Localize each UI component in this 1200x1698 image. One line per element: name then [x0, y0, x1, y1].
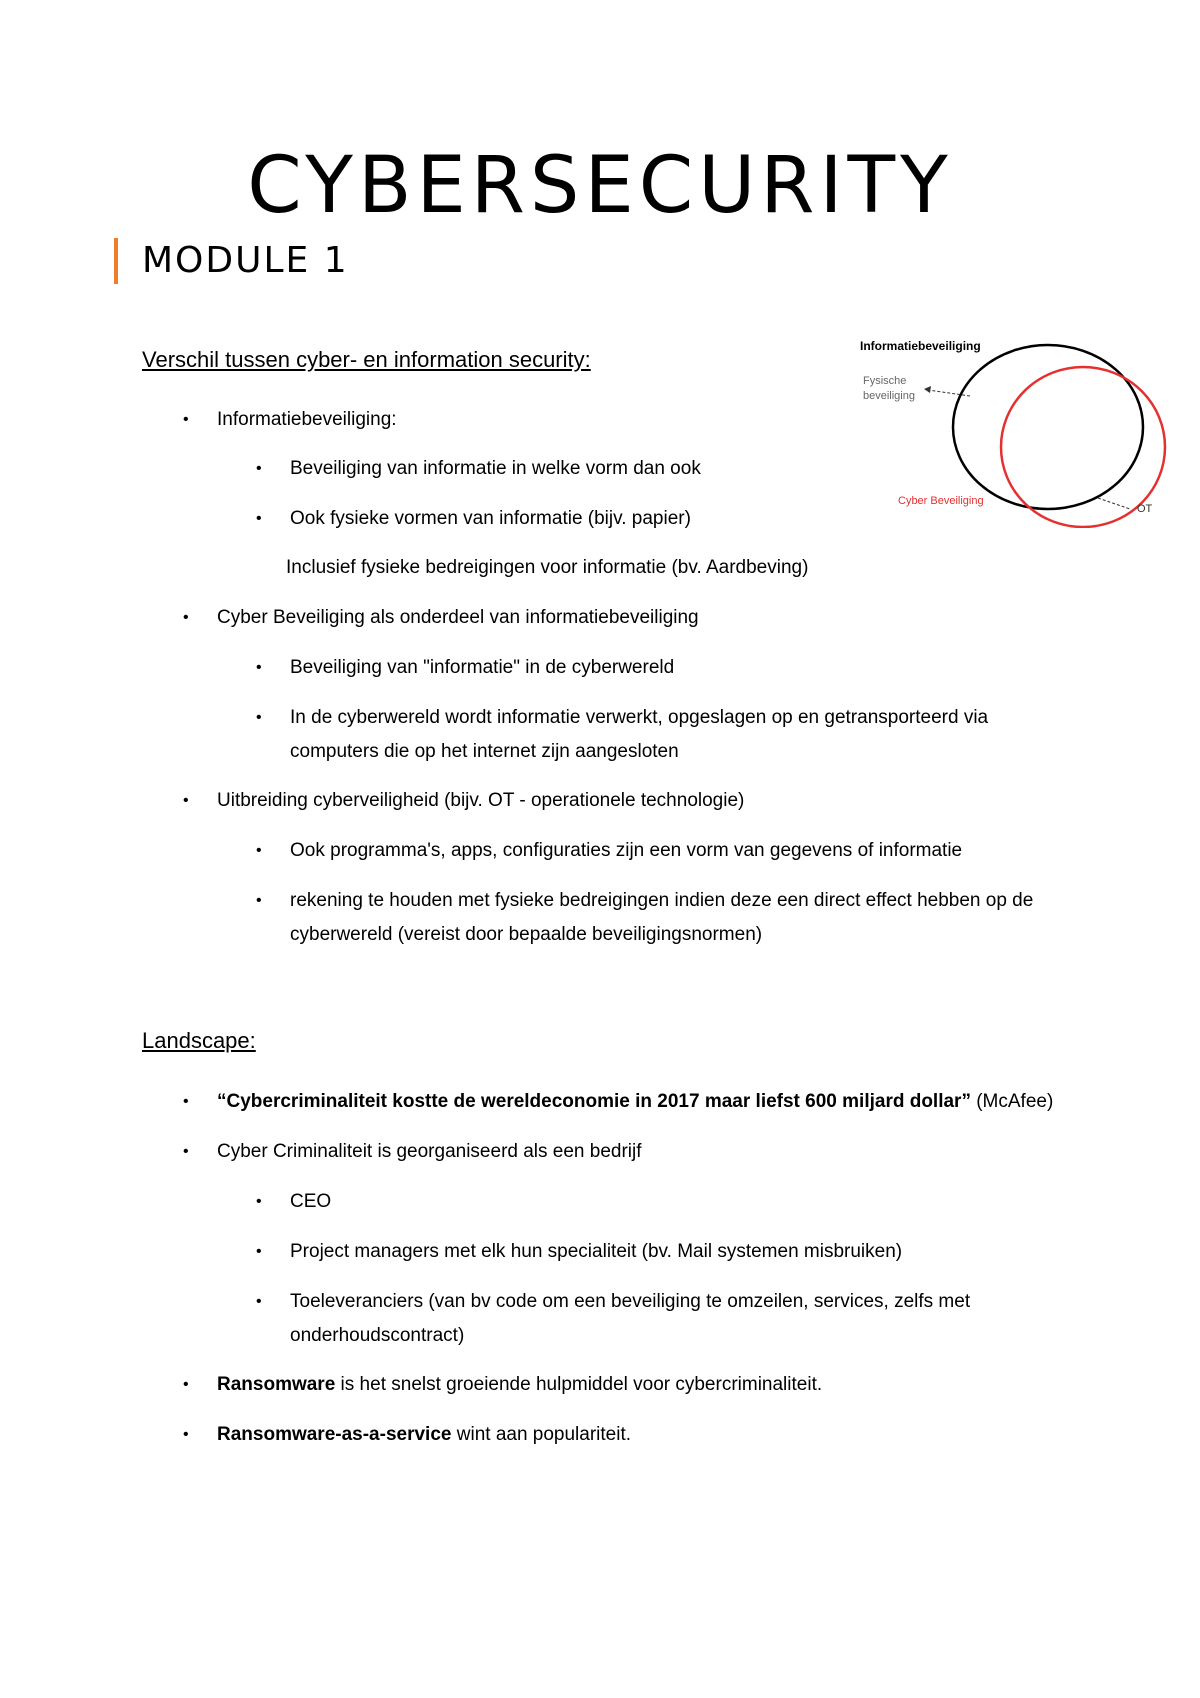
bullet-icon: •	[256, 709, 262, 726]
diagram-label-informatiebeveiliging: Informatiebeveiliging	[860, 339, 981, 353]
list-item-text: CEO	[290, 1191, 332, 1212]
list-item-text: Informatiebeveiliging:	[217, 409, 397, 430]
ot-arrow-line	[1098, 498, 1130, 509]
bullet-icon: •	[256, 510, 262, 527]
bullet-icon: •	[256, 1293, 262, 1310]
diagram-label-cyber-beveiliging: Cyber Beveiliging	[898, 495, 984, 507]
bullet-icon: •	[256, 892, 262, 909]
list-item-text-continued: onderhoudscontract)	[290, 1325, 465, 1346]
list-item-text: Cyber Beveiliging als onderdeel van informatiebeveiliging	[217, 607, 699, 628]
list-item	[256, 1185, 1080, 1219]
list-item-text: Toeleveranciers (van bv code om een beveiliging te omzeilen, services, zelfs met	[290, 1291, 971, 1312]
list-item	[183, 784, 1077, 818]
list-item	[256, 1285, 1080, 1353]
list-item-text: Project managers met elk hun specialiteit (bv. Mail systemen misbruiken)	[290, 1241, 903, 1262]
bullet-icon: •	[256, 842, 262, 859]
bullet-icon: •	[256, 1243, 262, 1260]
bullet-icon: •	[183, 1426, 189, 1443]
quote-text: “Cybercriminaliteit kostte de wereldeconomie in 2017 maar liefst 600 miljard dollar”	[217, 1091, 971, 1112]
ransomware-term: Ransomware	[217, 1374, 336, 1395]
module-heading: MODULE 1	[142, 240, 349, 281]
list-item-text: Beveiliging van informatie in welke vorm dan ook	[290, 458, 701, 479]
list-item-text: Ook programma's, apps, configuraties zijn een vorm van gegevens of informatie	[290, 840, 963, 861]
list-item	[183, 1368, 1077, 1402]
list-item	[183, 1085, 1117, 1119]
plain-line: Inclusief fysieke bedreigingen voor informatie (bv. Aardbeving)	[286, 557, 809, 578]
list-item-text: Ook fysieke vormen van informatie (bijv. papier)	[290, 508, 691, 529]
module-accent-bar	[114, 238, 118, 284]
list-item	[256, 834, 1080, 868]
list-item-text: rekening te houden met fysieke bedreigingen indien deze een direct effect hebben op de	[290, 890, 1034, 911]
list-item-text-continued: cyberwereld (vereist door bepaalde beveiligingsnormen)	[290, 924, 763, 945]
list-item-text-continued: computers die op het internet zijn aangesloten	[290, 741, 679, 762]
arrow-head-icon	[924, 386, 931, 393]
bullet-icon: •	[183, 792, 189, 809]
venn-diagram	[850, 328, 1170, 528]
diagram-label-ot: OT	[1137, 503, 1153, 515]
diagram-label-fysische: Fysische	[863, 375, 907, 387]
quote-source: (McAfee)	[970, 1091, 1054, 1112]
informatiebeveiliging-ellipse	[953, 345, 1143, 509]
list-item	[256, 884, 1080, 952]
bullet-icon: •	[256, 460, 262, 477]
list-item-text: Beveiliging van "informatie" in de cyberwereld	[290, 657, 675, 678]
bullet-icon: •	[183, 1093, 189, 1110]
list-item-text: wint aan populariteit.	[451, 1424, 632, 1445]
list-item-text: Cyber Criminaliteit is georganiseerd als een bedrijf	[217, 1141, 642, 1162]
list-item-text: In de cyberwereld wordt informatie verwerkt, opgeslagen op en getransporteerd via	[290, 707, 989, 728]
bullet-icon: •	[256, 1193, 262, 1210]
bullet-icon: •	[183, 1143, 189, 1160]
list-item	[183, 1418, 1077, 1452]
section-heading-cyber-vs-info: Verschil tussen cyber- en information security:	[142, 347, 591, 372]
bullet-icon: •	[183, 609, 189, 626]
list-item	[256, 701, 1080, 769]
document-title: CYBERSECURITY	[247, 141, 953, 231]
list-item	[183, 1135, 1077, 1169]
list-item	[256, 651, 1080, 685]
bullet-icon: •	[183, 1376, 189, 1393]
raas-term: Ransomware-as-a-service	[217, 1424, 452, 1445]
list-item	[256, 1235, 1080, 1269]
diagram-label-beveiliging: beveiliging	[863, 390, 915, 402]
list-item-text: is het snelst groeiende hulpmiddel voor cybercriminaliteit.	[335, 1374, 823, 1395]
list-item-text: Uitbreiding cyberveiligheid (bijv. OT - operationele technologie)	[217, 790, 745, 811]
section-heading-landscape: Landscape:	[142, 1028, 256, 1053]
bullet-icon: •	[256, 659, 262, 676]
list-item	[183, 601, 1077, 635]
bullet-icon: •	[183, 411, 189, 428]
